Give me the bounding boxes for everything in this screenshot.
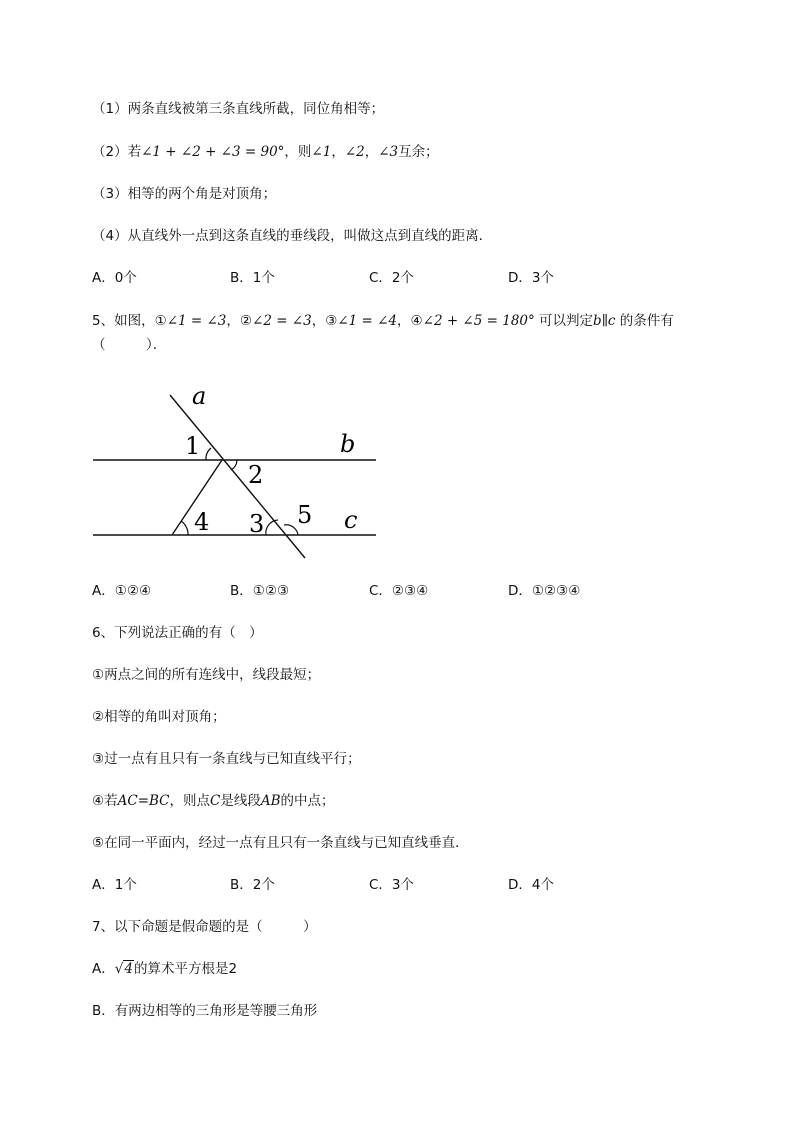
q6-item-4 [92, 792, 335, 810]
label-a: a [192, 382, 207, 410]
label-2: 2 [248, 461, 264, 489]
q5-text-end: 的条件有 [615, 313, 674, 329]
arc-angle-4 [181, 521, 188, 535]
separator: ， [364, 144, 379, 160]
q4-option-c[interactable]: C．2个 [369, 270, 415, 286]
q6-item-4-mid: ，则点 [169, 793, 210, 809]
q6-option-c[interactable]: C．3个 [369, 877, 415, 893]
q5-stem [92, 312, 674, 330]
separator: ， [331, 144, 345, 160]
q4-option-b[interactable]: B．1个 [230, 270, 275, 286]
q6-item-5: ⑤在同一平面内，经过一点有且只有一条直线与已知直线垂直． [92, 835, 469, 851]
statement-4: （4）从直线外一点到这条直线的垂线段，叫做这点到直线的距离． [92, 228, 493, 244]
q5-option-a[interactable]: A．①②④ [92, 583, 152, 599]
q6-stem: 6、下列说法正确的有（ ） [92, 625, 263, 641]
label-1: 1 [185, 432, 201, 460]
label-3: 3 [249, 510, 265, 538]
q6-options [92, 876, 652, 894]
statement-2-equation: ∠1 + ∠2 + ∠3 = 90° [141, 144, 285, 160]
q5-condition-2: ∠2 = ∠3 [252, 313, 312, 329]
q7-option-a-prefix: A． [92, 961, 115, 977]
statement-2-suffix: 互余； [398, 144, 439, 160]
statement-2-mid: ，则 [284, 144, 312, 160]
q5-blank: （ ）． [92, 337, 167, 353]
q6-item-4-equation: AC=BC [117, 793, 170, 809]
q6-item-4-suffix: 的中点； [280, 793, 335, 809]
label-b: b [340, 430, 356, 458]
geometry-figure [0, 380, 400, 570]
statement-1: （1）两条直线被第三条直线所截，同位角相等； [92, 101, 385, 117]
q7-option-b[interactable]: B．有两边相等的三角形是等腰三角形 [92, 1003, 318, 1019]
q6-item-4-mid2: 是线段 [220, 793, 261, 809]
q5-sep: ，④ [397, 313, 423, 329]
q6-item-3: ③过一点有且只有一条直线与已知直线平行； [92, 751, 361, 767]
q5-sep: ，② [226, 313, 253, 329]
q5-text: 可以判定 [534, 313, 594, 329]
q5-condition-3: ∠1 = ∠4 [337, 313, 398, 329]
q6-item-1: ①两点之间的所有连线中，线段最短； [92, 667, 321, 683]
q5-parallel: b∥c [593, 313, 616, 329]
q4-options [92, 269, 652, 287]
q5-prefix: 5、如图，① [92, 313, 167, 329]
angle-3: ∠3 [378, 144, 399, 160]
label-c: c [344, 506, 358, 534]
q6-item-4-prefix: ④若 [92, 793, 118, 809]
q6-item-4-point: C [210, 793, 221, 809]
arc-angle-1 [206, 448, 211, 460]
arc-angle-5 [284, 525, 298, 535]
q7-option-a[interactable] [92, 960, 237, 978]
q5-option-c[interactable]: C．②③④ [369, 583, 429, 599]
sqrt-radicand: 4 [124, 961, 133, 977]
q6-item-2: ②相等的角叫对顶角； [92, 709, 226, 725]
statement-3: （3）相等的两个角是对顶角； [92, 186, 277, 202]
statement-2 [92, 143, 439, 161]
q5-options [92, 582, 652, 600]
q6-option-b[interactable]: B．2个 [230, 877, 275, 893]
q5-sep: ，③ [311, 313, 338, 329]
q4-option-d[interactable]: D．3个 [508, 270, 554, 286]
sqrt-expression: √4 [114, 961, 133, 977]
arc-angle-2 [231, 460, 237, 470]
statement-2-prefix: （2）若 [92, 144, 142, 160]
q6-item-4-segment: AB [260, 793, 281, 809]
q5-option-b[interactable]: B．①②③ [230, 583, 290, 599]
q5-condition-4: ∠2 + ∠5 = 180° [422, 313, 535, 329]
q7-stem: 7、以下命题是假命题的是（ ） [92, 919, 317, 935]
q7-option-a-text: 的算术平方根是2 [133, 961, 238, 977]
q5-condition-1: ∠1 = ∠3 [166, 313, 227, 329]
q5-option-d[interactable]: D．①②③④ [508, 583, 581, 599]
q6-option-d[interactable]: D．4个 [508, 877, 554, 893]
q4-option-a[interactable]: A．0个 [92, 270, 137, 286]
label-4: 4 [194, 508, 210, 536]
angle-1: ∠1 [311, 144, 332, 160]
label-5: 5 [297, 501, 313, 529]
q6-option-a[interactable]: A．1个 [92, 877, 137, 893]
angle-2: ∠2 [344, 144, 365, 160]
line-a [170, 395, 305, 558]
